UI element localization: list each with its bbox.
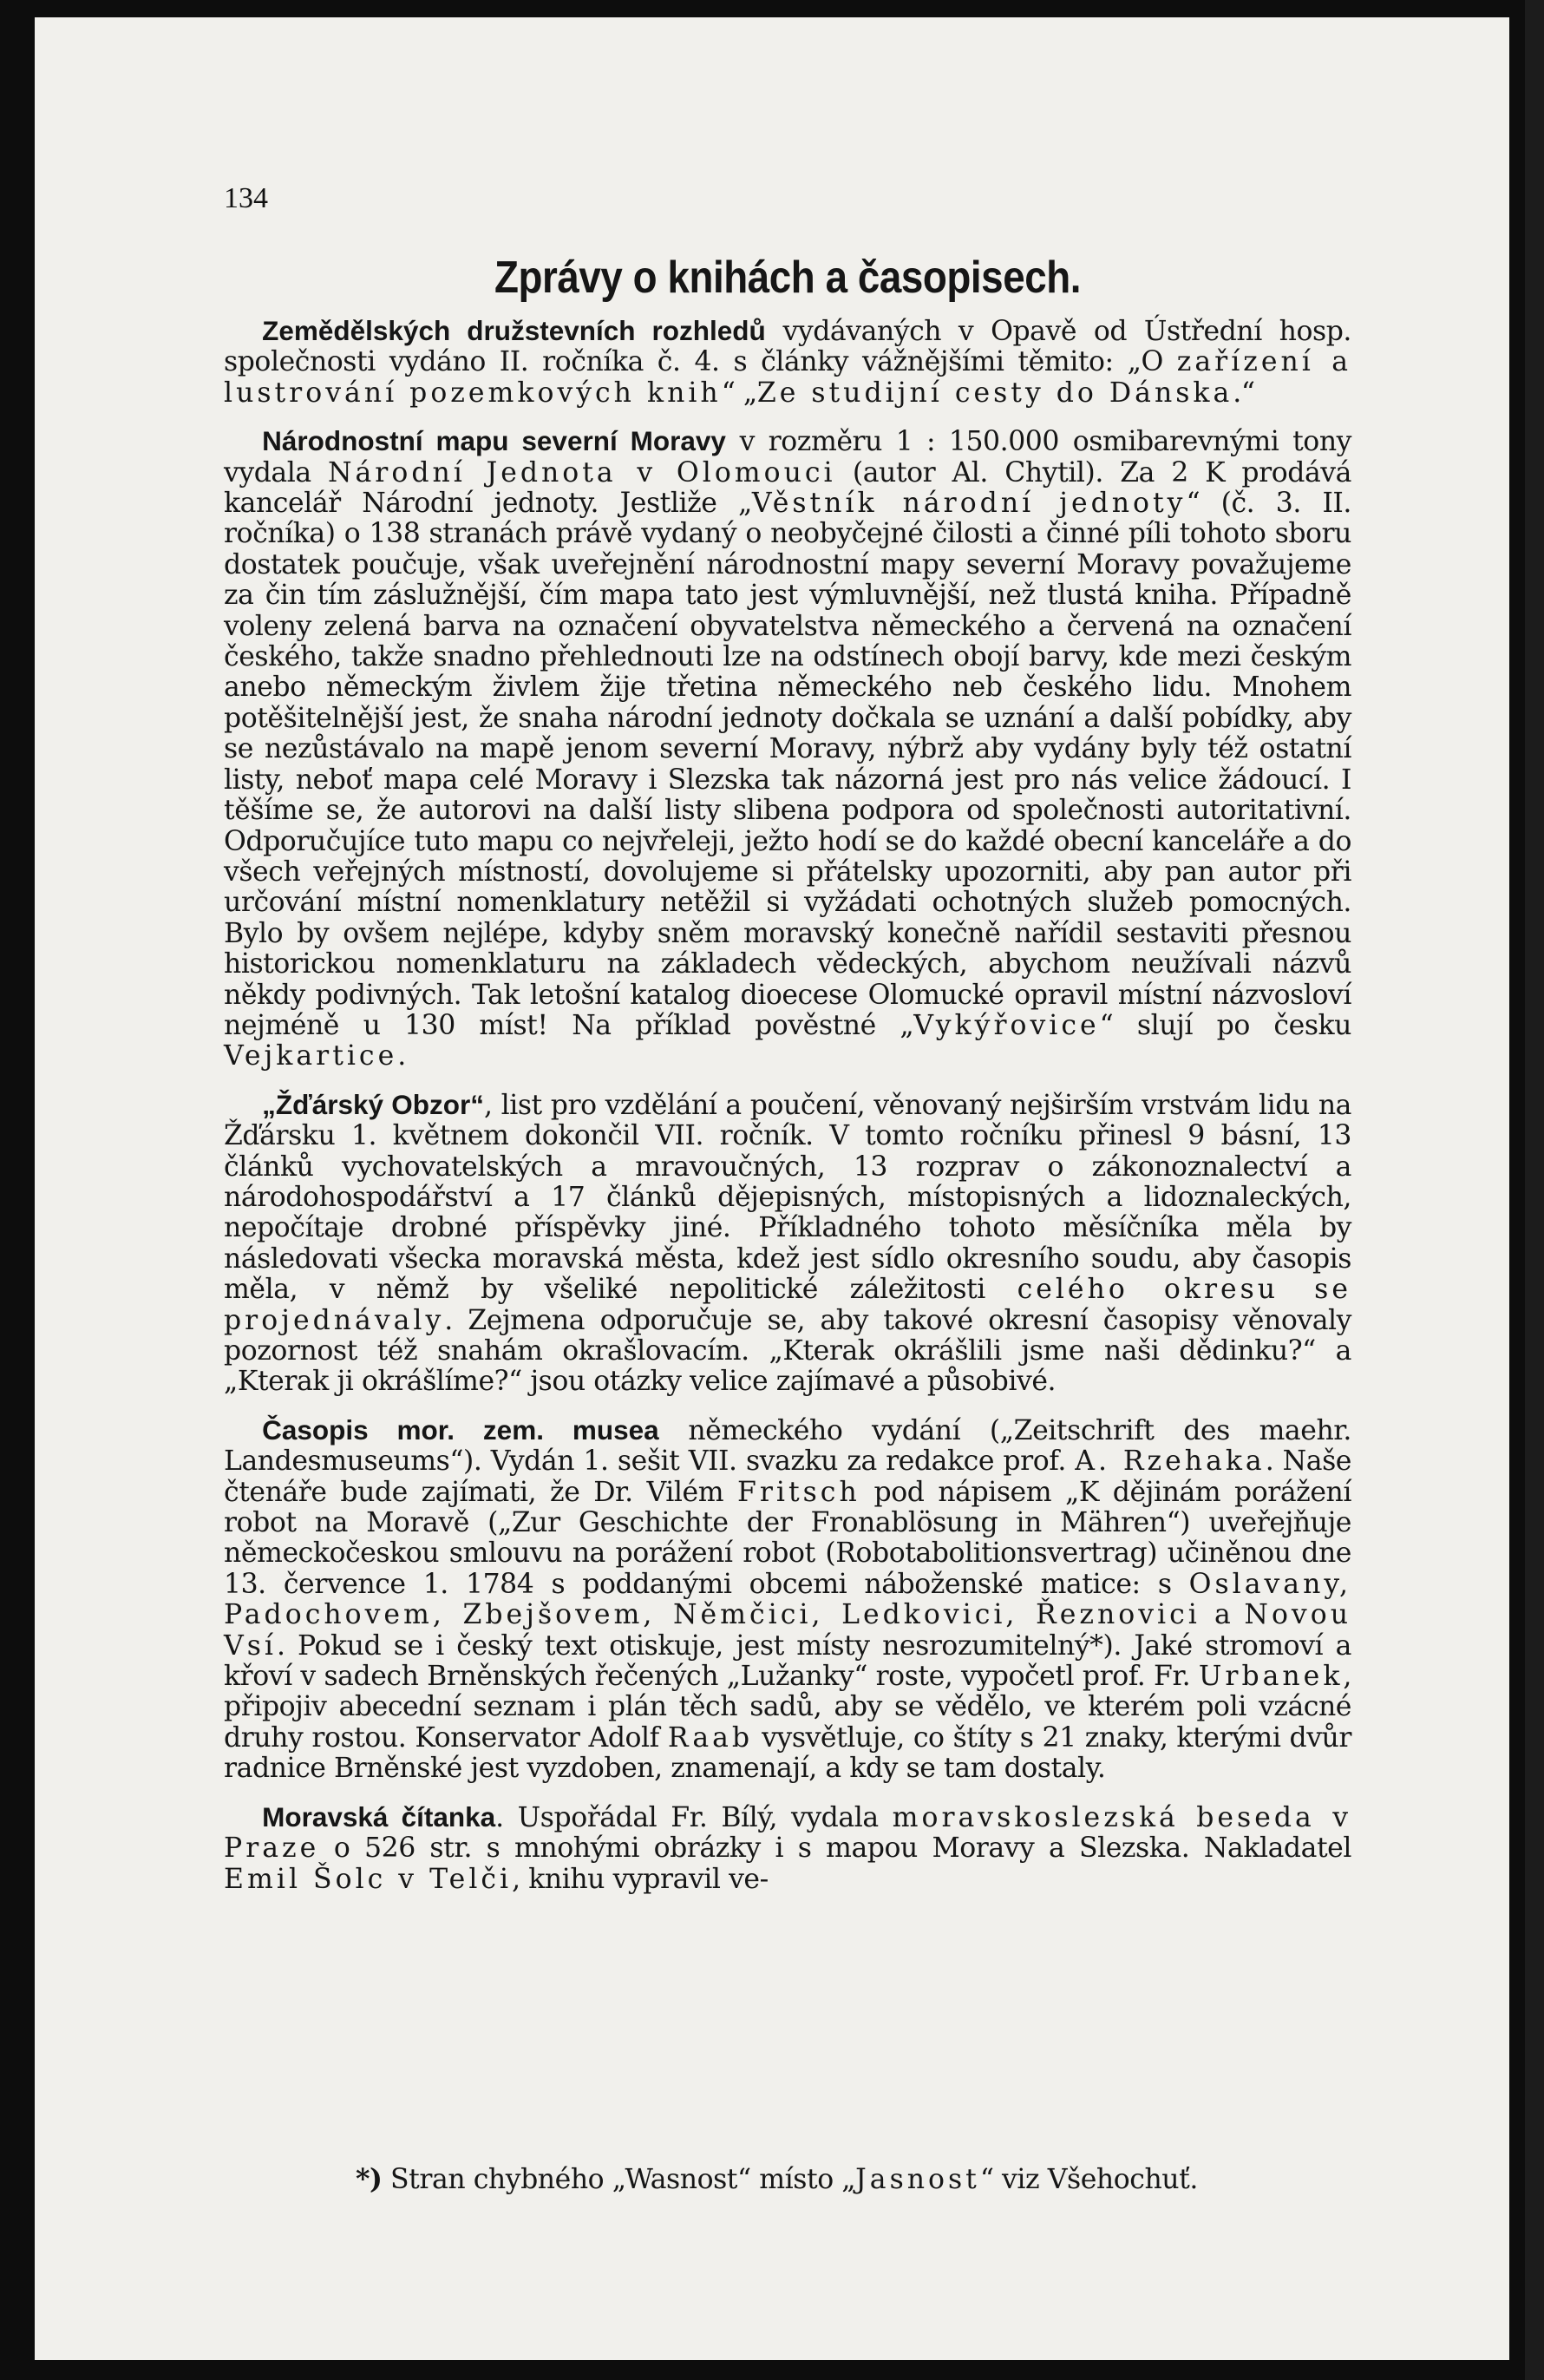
paragraph-zemedelskych-rozhledu: Zemědělských družstevních rozhledů vydávaných v Opavě od Ústřední hosp. společnosti vydáno II. ročníka č. 4. s články vážnějšími těmito: „O zařízení a lustrování pozemkových knih“ „Ze studijní cesty do Dánska.“ <box>224 315 1351 409</box>
footnote-mark: *) <box>356 2163 383 2195</box>
paragraph-casopis-musea: Časopis mor. zem. musea německého vydání („Zeitschrift des maehr. Landesmuseums“). Vydán 1. sešit VII. svazku za redakce prof. A. Rzehaka. Naše čtenáře bude zajímati, že Dr. Vilém Fritsch pod nápisem „K dějinám porážení robot na Moravě („Zur Geschichte der Fronablösung in Mähren“) uveřejňuje německočeskou smlouvu na porážení robot (Robotabolitionsvertrag) učiněnou dne 13. července 1. 1784 s poddanými obcemi náboženské matice: s Oslavany, Padochovem, Zbejšovem, Němčici, Ledkovici, Řeznovici a Novou Vsí. Pokud se i český text otiskuje, jest místy nesrozumitelný*). Jaké stromoví a křoví v sadech Brněnských řečených „Lužanky“ roste, vypočetl prof. Fr. Urbanek, připojiv abecední seznam i plán těch sadů, aby se vědělo, ve kterém poli vzácné druhy rostou. Konservator Adolf Raab vysvětluje, co štíty s 21 znaky, kterými dvůr radnice Brněnské jest vyzdoben, znamenají, a kdy se tam dostaly. <box>224 1413 1351 1785</box>
paragraph-heading: Časopis mor. zem. musea <box>262 1413 659 1446</box>
scan-edge <box>1525 0 1544 2380</box>
paragraph-narodnostni-mapa: Národnostní mapu severní Moravy v rozměru 1 : 150.000 osmibarevnými tony vydala Národní Jednota v Olomouci (autor Al. Chytil). Za 2 K prodává kancelář Národní jednoty. Jestliže „Věstník národní jednoty“ (č. 3. II. ročníka) o 138 stranách právě vydaný o neobyčejné čilosti a činné píli tohoto sboru dostatek poučuje, však uveřejnění národnostní mapy severní Moravy považujeme za čin tím záslužnější, čím mapa tato jest výmluvnější, než tlustá kniha. Případně voleny zelená barva na označení obyvatelstva německého a červená na označení českého, takže snadno přehlednouti lze na odstínech obojí barvy, kde mezi českým anebo německým živlem žije třetina německého neb českého lidu. Mnohem potěšitelnější jest, že snaha národní jednoty dočkala se uznání a další pobídky, aby se nezůstávalo na mapě jenom severní Moravy, nýbrž aby vydány byly též ostatní listy, neboť mapa celé Moravy i Slezska tak názorná jest pro nás velice žádoucí. I těšíme se, že autorovi na další listy slibena podpora od společnosti autoritativní. Odporučujíce tuto mapu co nejvřeleji, ježto hodí se do každé obecní kanceláře a do všech veřejných místností, dovolujeme si přátelsky upozorniti, aby pan autor při určování místní nomenklatury netěžil si vyžádati ochotných služeb pomocných. Bylo by ovšem nejlépe, kdyby sněm moravský konečně nařídil sestaviti přesnou historickou nomenklaturu na základech vědeckých, abychom neužívali názvů někdy podivných. Tak letošní katalog dioecese Olomucké opravil místní názvosloví nejméně u 130 míst! Na příklad pověstné „Vykýřovice“ slují po česku Vejkartice. <box>224 425 1352 1072</box>
paragraph-zdarsky-obzor: „Žďárský Obzor“, list pro vzdělání a poučení, věnovaný nejširším vrstvám lidu na Žďársku 1. květnem dokončil VII. ročník. V tomto ročníku přinesl 9 básní, 13 článků vychovatelských a mravoučných, 13 rozprav o zákonoznalectví a národohospodářství a 17 článků dějepisných, místopisných a lidoznaleckých, nepočítaje drobné příspěvky jiné. Příkladného tohoto měsíčníka měla by následovati všecka moravská města, kdež jest sídlo okresního soudu, aby časopis měla, v němž by všeliké nepolitické záležitosti celého okresu se projednávaly. Zejmena odporučuje se, aby takové okresní časopisy věnovaly pozornost též snahám okrašlovacím. „Kterak okrášlili jsme naši dědinku?“ a „Kterak ji okrášlíme?“ jsou otázky velice zajímavé a působivé. <box>224 1088 1351 1398</box>
paragraph-moravska-citanka: Moravská čítanka. Uspořádal Fr. Bílý, vydala moravskoslezská beseda v Praze o 526 str. s mnohými obrázky i s mapou Moravy a Slezska. Nakladatel Emil Šolc v Telči, knihu vypravil ve- <box>224 1800 1351 1895</box>
article-column <box>224 243 1351 1912</box>
footnote: *) Stran chybného „Wasnost“ místo „Jasnost“ viz Všehochuť. <box>356 2163 1198 2195</box>
page-title: Zprávy o knihách a časopisech. <box>494 252 1082 303</box>
paragraph-heading: Moravská čítanka <box>262 1800 496 1833</box>
page-number: 134 <box>224 182 268 214</box>
paragraph-heading: „Žďárský Obzor“ <box>262 1088 484 1120</box>
paragraph-heading: Národnostní mapu severní Moravy <box>262 425 726 457</box>
paragraph-heading: Zemědělských družstevních rozhledů <box>262 315 766 346</box>
